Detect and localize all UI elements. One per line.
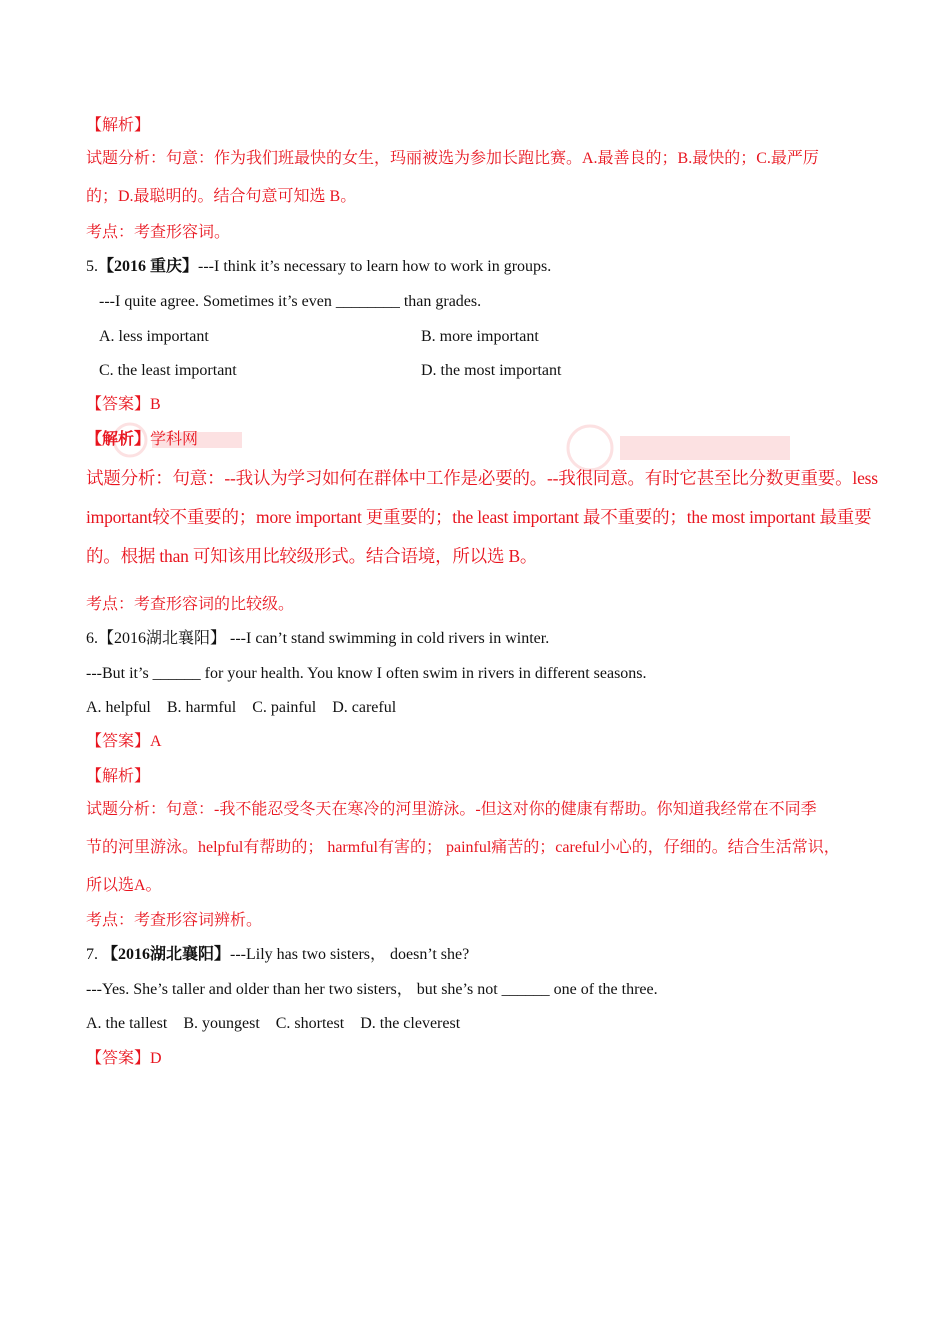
analysis-line: 的；D.最聪明的。结合句意可知选 B。 — [86, 188, 357, 205]
option-a: A. less important — [99, 328, 209, 345]
analysis-line: 试题分析：句意：--我认为学习如何在群体中工作是必要的。--我很同意。有时它甚至比分数更重要。less — [86, 468, 878, 488]
option-b: B. more important — [421, 328, 539, 345]
question-6-prompt — [86, 628, 549, 650]
question-5-prompt — [86, 256, 551, 278]
jiexi-label: 【解析】 — [86, 117, 151, 134]
answer-value: A — [150, 733, 162, 750]
answer-value: D — [150, 1050, 162, 1067]
option-c: C. the least important — [99, 362, 237, 379]
question-5-reply: ---I quite agree. Sometimes it’s even ________ than grades. — [99, 293, 482, 310]
jiexi-label: 【解析】 — [86, 768, 151, 785]
kaodian: 考点：考查形容词。 — [86, 224, 231, 241]
question-6-options: A. helpful B. harmful C. painful D. careful — [86, 699, 397, 716]
analysis-line: 试题分析：句意：-我不能忍受冬天在寒冷的河里游泳。-但这对你的健康有帮助。你知道我经常在不同季 — [86, 801, 817, 818]
answer-label: 【答案】 — [86, 733, 151, 750]
analysis-line: 所以选A。 — [86, 877, 162, 894]
answer-line — [86, 1048, 162, 1070]
analysis-line: important较不重要的；more important 更重要的；the least important 最不重要的；the most important 最重要 — [86, 507, 872, 527]
analysis-line: 的。根据 than 可知该用比较级形式。结合语境，所以选 B。 — [86, 546, 538, 566]
question-source: 【2016湖北襄阳】 — [98, 630, 227, 647]
answer-line — [86, 394, 161, 416]
question-source: 【2016 重庆】 — [98, 258, 199, 275]
analysis-line: 试题分析：句意：作为我们班最快的女生，玛丽被选为参加长跑比赛。A.最善良的；B.最快的；C.最严厉 — [86, 150, 819, 167]
question-6-reply: ---But it’s ______ for your health. You know I often swim in rivers in different seasons. — [86, 665, 647, 682]
question-number: 7. — [86, 946, 98, 963]
question-text: ---Lily has two sisters， doesn’t she? — [230, 946, 470, 963]
question-number: 5. — [86, 258, 98, 275]
answer-label: 【答案】 — [86, 1050, 151, 1067]
question-number: 6. — [86, 630, 98, 647]
jiexi-line — [86, 429, 198, 451]
answer-label: 【答案】 — [86, 396, 151, 413]
answer-value: B — [150, 396, 161, 413]
question-7-prompt — [86, 944, 469, 966]
question-source: 【2016湖北襄阳】 — [102, 946, 231, 963]
answer-line — [86, 731, 162, 753]
kaodian: 考点：考查形容词辨析。 — [86, 912, 263, 929]
kaodian: 考点：考查形容词的比较级。 — [86, 596, 295, 613]
jiexi-suffix: 学科网 — [150, 431, 199, 448]
question-text: ---I can’t stand swimming in cold rivers in winter. — [230, 630, 550, 647]
question-7-reply: ---Yes. She’s taller and older than her two sisters， but she’s not ______ one of the three. — [86, 981, 658, 998]
question-text: ---I think it’s necessary to learn how to work in groups. — [198, 258, 552, 275]
jiexi-label: 【解析】 — [86, 431, 151, 448]
option-d: D. the most important — [421, 362, 562, 379]
analysis-line: 节的河里游泳。helpful有帮助的； harmful有害的； painful痛苦的；careful小心的，仔细的。结合生活常识， — [86, 839, 840, 856]
question-7-options: A. the tallest B. youngest C. shortest D. the cleverest — [86, 1015, 461, 1032]
